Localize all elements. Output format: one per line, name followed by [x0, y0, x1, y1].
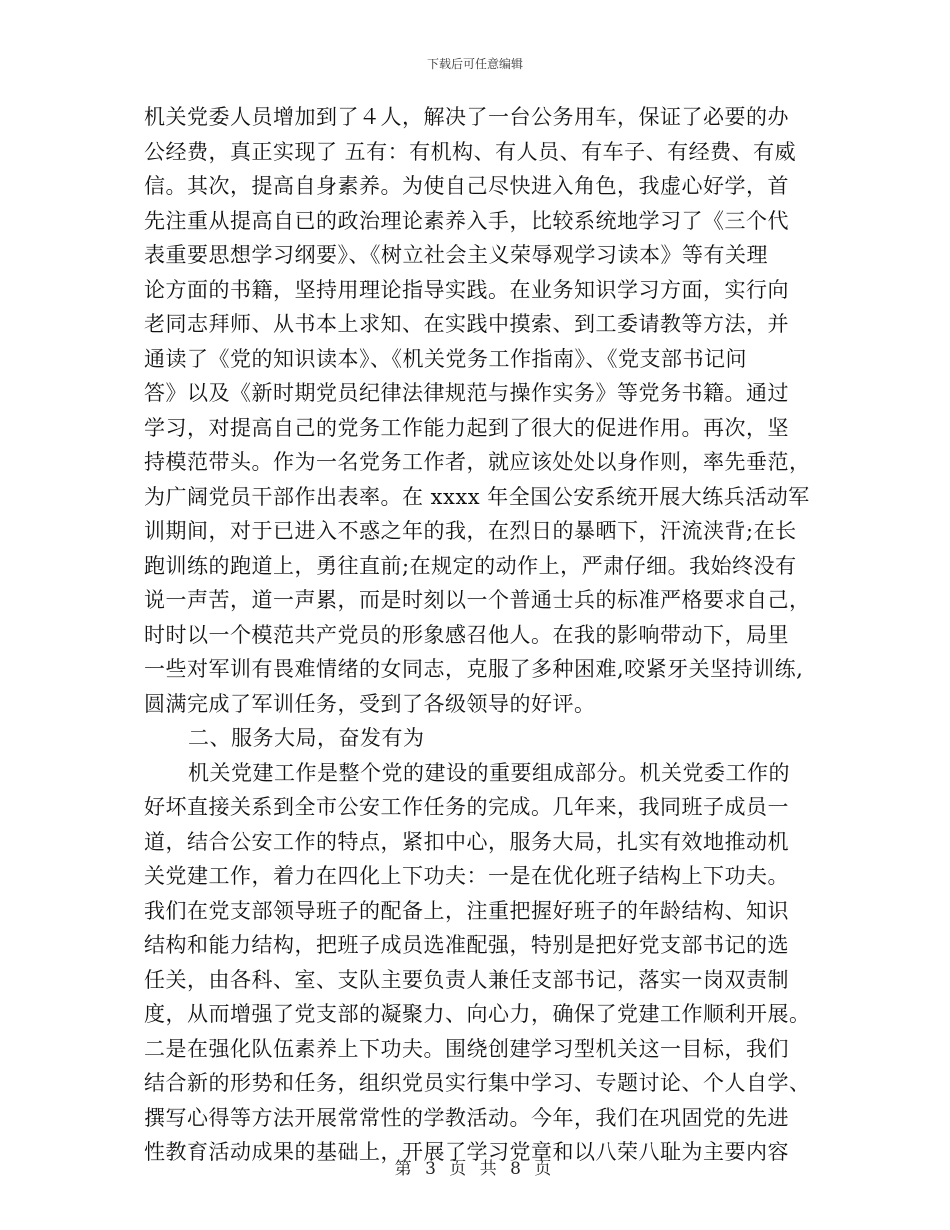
- text-line: 信。其次，提高自身素养。为使自己尽快进入角色，我虚心好学，首: [144, 174, 789, 198]
- text-line: 跑训练的跑道上，勇往直前;在规定的动作上，严肃仔细。我始终没有: [144, 553, 797, 578]
- text-line: 老同志拜师、从书本上求知、在实践中摸索、到工委请教等方法，并: [144, 312, 789, 336]
- text-line: 时时以一个模范共产党员的形象感召他人。在我的影响带动下，局里: [144, 622, 789, 647]
- text-line: 性教育活动成果的基础上，开展了学习党章和以八荣八耻为主要内容: [144, 1140, 789, 1164]
- page-number-footer: 第 3 页 共 8 页: [394, 1159, 556, 1179]
- text-line: 公经费，真正实现了 五有：有机构、有人员、有车子、有经费、有威: [144, 139, 797, 164]
- text-line: 一些对军训有畏难情绪的女同志，克服了多种困难,咬紧牙关坚持训练,: [144, 657, 804, 681]
- text-line: 为广阔党员干部作出表率。在 xxxx 年全国公安系统开展大练兵活动军: [144, 484, 810, 509]
- page-header: 下载后可任意编辑: [426, 57, 523, 71]
- text-line: 任关，由各科、室、支队主要负责人兼任支部书记，落实一岗双责制: [144, 967, 789, 992]
- text-line: 好坏直接关系到全市公安工作任务的完成。几年来，我同班子成员一: [144, 795, 789, 819]
- text-line: 撰写心得等方法开展常常性的学教活动。今年，我们在巩固党的先进: [144, 1105, 789, 1130]
- text-line: 先注重从提高自已的政治理论素养入手，比较系统地学习了《三个代: [144, 208, 789, 233]
- text-line: 道，结合公安工作的特点，紧扣中心，服务大局，扎实有效地推动机: [144, 829, 789, 854]
- text-line: 二是在强化队伍素养上下功夫。围绕创建学习型机关这一目标，我们: [144, 1036, 789, 1061]
- text-line: 机关党建工作是整个党的建设的重要组成部分。机关党委工作的: [188, 760, 790, 785]
- text-line: 训期间，对于已进入不惑之年的我，在烈日的暴晒下，汗流浃背;在长: [144, 519, 797, 543]
- section-heading: 二、服务大局，奋发有为: [188, 726, 425, 750]
- text-line: 说一声苦，道一声累，而是时刻以一个普通士兵的标准严格要求自己，: [144, 588, 811, 612]
- text-line: 度，从而增强了党支部的凝聚力、向心力，确保了党建工作顺利开展。: [144, 1002, 811, 1026]
- text-line: 结构和能力结构，把班子成员选准配强，特别是把好党支部书记的选: [144, 933, 789, 957]
- text-line: 通读了《党的知识读本》、《机关党务工作指南》、《党支部书记问: [144, 346, 747, 371]
- text-line: 我们在党支部领导班子的配备上，注重把握好班子的年龄结构、知识: [144, 898, 789, 923]
- text-line: 关党建工作，着力在四化上下功夫：一是在优化班子结构上下功夫。: [144, 864, 789, 888]
- text-line: 论方面的书籍，坚持用理论指导实践。在业务知识学习方面，实行向: [144, 277, 789, 302]
- text-line: 持模范带头。作为一名党务工作者，就应该处处以身作则，率先垂范，: [144, 450, 811, 474]
- text-line: 学习，对提高自己的党务工作能力起到了很大的促进作用。再次，坚: [144, 415, 789, 440]
- text-line: 结合新的形势和任务，组织党员实行集中学习、专题讨论、个人自学、: [144, 1071, 811, 1095]
- document-body: [144, 100, 811, 1170]
- text-line: 圆满完成了军训任务，受到了各级领导的好评。: [144, 691, 596, 716]
- text-line: 答》以及《新时期党员纪律法律规范与操作实务》等党务书籍。通过: [144, 381, 789, 405]
- text-line: 机关党委人员增加到了４人，解决了一台公务用车，保证了必要的办: [144, 105, 789, 129]
- text-line: 表重要思想学习纲要》、《树立社会主义荣辱观学习读本》等有关理: [144, 243, 768, 267]
